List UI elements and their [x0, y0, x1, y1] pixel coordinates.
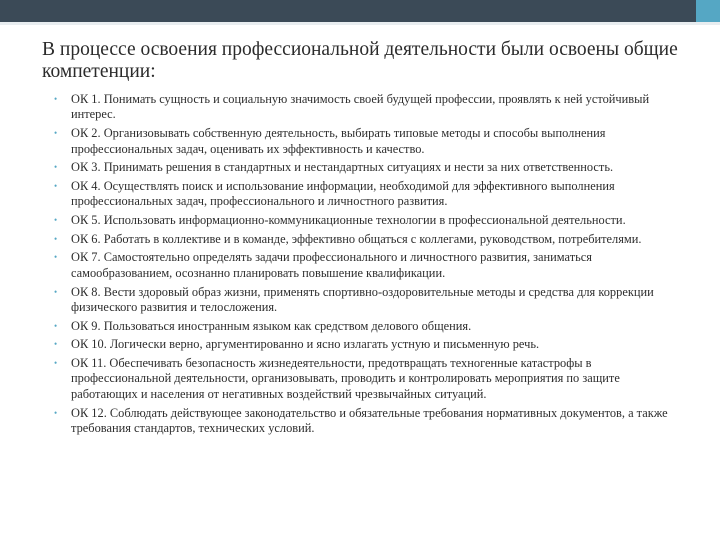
- list-item-text: ОК 7. Самостоятельно определять задачи профессионального и личностного развития, заниматься самообразованием, осознанно планировать повышение квалификации.: [71, 250, 592, 280]
- list-item: [44, 179, 684, 210]
- list-item-text: ОК 11. Обеспечивать безопасность жизнедеятельности, предотвращать техногенные катастрофы в профессиональной деятельности, организовывать, проводить и контролировать мероприятия по защите работающих и населения от негативных воздействий чрезвычайных ситуаций.: [71, 356, 620, 401]
- bullet-icon: •: [54, 407, 58, 418]
- header-band-accent: [696, 0, 720, 22]
- list-item: [44, 160, 684, 175]
- list-item-text: ОК 3. Принимать решения в стандартных и нестандартных ситуациях и нести за них ответственность.: [71, 160, 614, 175]
- list-item: [44, 285, 684, 316]
- bullet-icon: •: [54, 180, 58, 191]
- list-item-text: ОК 1. Понимать сущность и социальную значимость своей будущей профессии, проявлять к ней устойчивый интерес.: [71, 92, 650, 122]
- list-item-text: ОК 6. Работать в коллективе и в команде, эффективно общаться с коллегами, руководством, потребителями.: [71, 231, 642, 246]
- bullet-icon: •: [54, 162, 58, 173]
- bullet-icon: •: [54, 339, 58, 350]
- header-band: [0, 0, 720, 22]
- slide-title: В процессе освоения профессиональной деятельности были освоены общие компетенции:: [42, 39, 678, 82]
- list-item: [44, 356, 684, 402]
- header-band-dark: [0, 0, 696, 22]
- list-item: [44, 126, 684, 157]
- list-item-text: ОК 4. Осуществлять поиск и использование информации, необходимой для эффективного выполнения профессиональных задач, профессионального и личностного развития.: [71, 178, 615, 209]
- list-item: [44, 92, 684, 123]
- list-item-text: ОК 5. Использовать информационно-коммуникационные технологии в профессиональной деятельности.: [71, 213, 626, 228]
- bullet-icon: •: [54, 286, 58, 297]
- header-divider: [0, 22, 720, 25]
- list-item-text: ОК 8. Вести здоровый образ жизни, применять спортивно-оздоровительные методы и средства для коррекции физического развития и телосложения.: [71, 284, 654, 314]
- list-item-text: ОК 9. Пользоваться иностранным языком как средством делового общения.: [71, 318, 472, 333]
- competencies-list: [44, 92, 684, 440]
- bullet-icon: •: [54, 215, 58, 226]
- list-item-text: ОК 2. Организовывать собственную деятельность, выбирать типовые методы и способы выполнения профессиональных задач, оценивать их эффективность и качество.: [71, 126, 606, 156]
- list-item: [44, 213, 684, 228]
- list-item-text: ОК 12. Соблюдать действующее законодательство и обязательные требования нормативных документов, а также требования стандартов, технических условий.: [71, 405, 668, 435]
- bullet-icon: •: [54, 358, 58, 369]
- bullet-icon: •: [54, 320, 58, 331]
- list-item: [44, 250, 684, 281]
- list-item: [44, 406, 684, 437]
- bullet-icon: •: [54, 252, 58, 263]
- list-item: [44, 232, 684, 247]
- bullet-icon: •: [54, 94, 58, 104]
- bullet-icon: •: [54, 233, 58, 244]
- list-item-text: ОК 10. Логически верно, аргументированно и ясно излагать устную и письменную речь.: [71, 337, 540, 352]
- list-item: [44, 319, 684, 334]
- list-item: [44, 337, 684, 352]
- bullet-icon: •: [54, 128, 58, 139]
